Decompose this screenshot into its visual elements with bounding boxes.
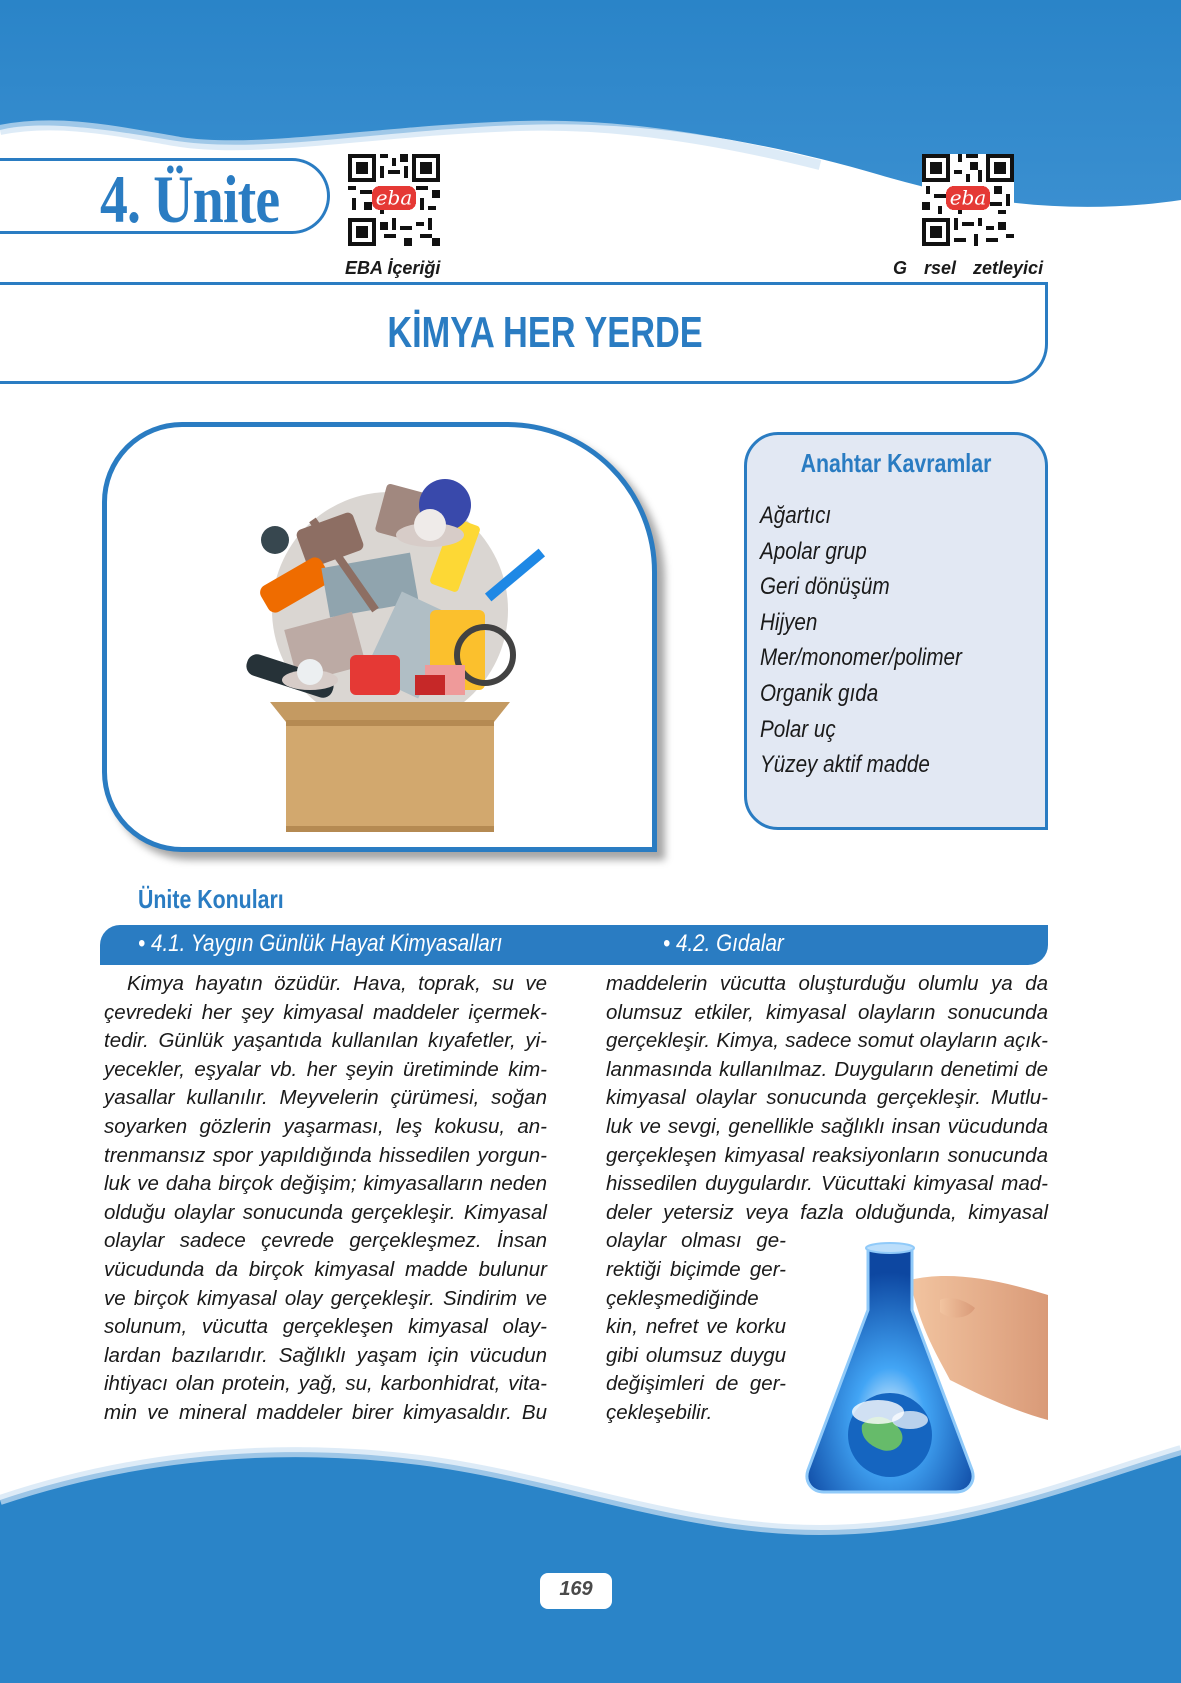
page-title: KİMYA HER YERDE: [387, 308, 703, 357]
body-line: olaylar sadece çevrede gerçekleşmez. İnsan: [104, 1229, 547, 1253]
body-line: çekleşmediğinde: [606, 1286, 759, 1310]
body-line: lanmasında kullanılmaz. Duyguların denetimi de: [606, 1057, 1048, 1081]
key-concept-item: Polar uç: [760, 715, 836, 743]
svg-text:eba: eba: [949, 185, 987, 210]
body-line: yasallar kullanılır. Meyvelerin çürümesi, soğan: [104, 1086, 547, 1110]
body-line: olumsuz etkiler, kimyasal olayların sonucunda: [606, 1000, 1048, 1024]
qr-code-icon: [348, 154, 440, 246]
body-line: gerçekleşen kimyasal reaksiyonların sonucunda: [606, 1143, 1048, 1167]
cardboard-box: [270, 702, 510, 832]
body-line: ihtiyacı olan protein, yağ, su, karbonhidrat, vita-: [104, 1372, 547, 1396]
body-line: soyarken gözlerin yaşarması, leş kokusu, an-: [104, 1114, 547, 1138]
key-concept-item: Hijyen: [760, 608, 818, 636]
flask-with-globe-illustration: [800, 1240, 1048, 1495]
body-line: gibi olumsuz duygu: [606, 1343, 786, 1367]
qr-code-icon: [922, 154, 1014, 246]
body-text-left-column: [104, 970, 547, 1428]
body-line: maddelerin vücutta oluşturduğu olumlu ya da: [606, 972, 1048, 995]
body-line: çekleşebilir.: [606, 1400, 713, 1424]
key-concepts-heading: Anahtar Kavramlar: [800, 448, 992, 478]
qr-label-visual-summary: G rsel zetleyici: [893, 258, 1044, 278]
unit-topics-heading: Ünite Konuları: [138, 884, 284, 914]
key-concept-item: Yüzey aktif madde: [760, 751, 930, 779]
body-line: deler yetersiz veya fazla olduğunda, kimyasal: [606, 1200, 1048, 1224]
body-line: değişimleri de ger-: [606, 1372, 786, 1396]
body-line: yecekler, eşyalar vb. her şeyin üretiminde kim-: [104, 1057, 547, 1081]
topic-item-4-1: • 4.1. Yaygın Günlük Hayat Kimyasalları: [138, 930, 503, 957]
body-line: hissedilen duygulardır. Vücuttaki kimyasal mad-: [606, 1172, 1048, 1196]
body-line: olaylar olması ge-: [606, 1229, 786, 1253]
body-line: luk ve sevgi, genellikle sağlıklı insan vücudunda: [606, 1114, 1048, 1138]
body-line: gerçekleşir. Kimya, sadece somut olayların açık-: [606, 1029, 1048, 1053]
body-line: min ve mineral maddeler birer kimyasaldır. Bu: [104, 1400, 547, 1424]
body-line: trenmansız spor yapıldığında hissedilen yorgun-: [104, 1143, 547, 1167]
body-line: olduğu olaylar sonucunda gerçekleşir. Kimyasal: [104, 1200, 547, 1224]
body-line: rektiği biçimde ger-: [606, 1257, 786, 1281]
qr-label-eba-content: EBA İçeriği: [345, 258, 441, 278]
body-line: luk ve daha birçok değişim; kimyasalların neden: [104, 1172, 547, 1196]
body-line: Kimya hayatın özüdür. Hava, toprak, su ve: [127, 972, 547, 995]
body-line: çevredeki her şey kimyasal maddeler içermek-: [104, 1000, 547, 1024]
body-line: vücudunda da birçok kimyasal madde bulunur: [104, 1257, 547, 1281]
qr-code-eba-content[interactable]: [348, 154, 440, 246]
body-line: solunum, vücutta gerçekleşen kimyasal olay-: [104, 1315, 547, 1339]
box-of-objects-illustration: [230, 450, 550, 840]
body-line: lardan bazılarıdır. Sağlıklı yaşam için vücudun: [104, 1343, 547, 1367]
body-line: tedir. Günlük yaşantıda kullanılan kıyafetler, yi-: [104, 1029, 547, 1053]
key-concept-item: Ağartıcı: [760, 502, 832, 529]
top-wave-background: [0, 0, 1181, 300]
key-concept-item: Geri dönüşüm: [760, 573, 890, 601]
page-number: 169: [559, 1578, 593, 1600]
body-line: kin, nefret ve korku: [606, 1315, 786, 1339]
key-concept-item: Apolar grup: [760, 537, 867, 565]
key-concept-item: Mer/monomer/polimer: [760, 644, 962, 672]
key-concept-item: Organik gıda: [760, 679, 879, 707]
body-line: kimyasal olaylar sonucunda gerçekleşir. Mutlu-: [606, 1086, 1048, 1110]
unit-title: 4. Ünite: [100, 161, 280, 237]
body-line: ve birçok kimyasal olay gerçekleşir. Sindirim ve: [104, 1286, 547, 1310]
key-concepts-list: [760, 498, 995, 783]
topic-item-4-2: • 4.2. Gıdalar: [663, 930, 784, 957]
objects-pile: [244, 479, 545, 728]
svg-text:eba: eba: [375, 185, 413, 210]
qr-code-visual-summary[interactable]: [922, 154, 1014, 246]
